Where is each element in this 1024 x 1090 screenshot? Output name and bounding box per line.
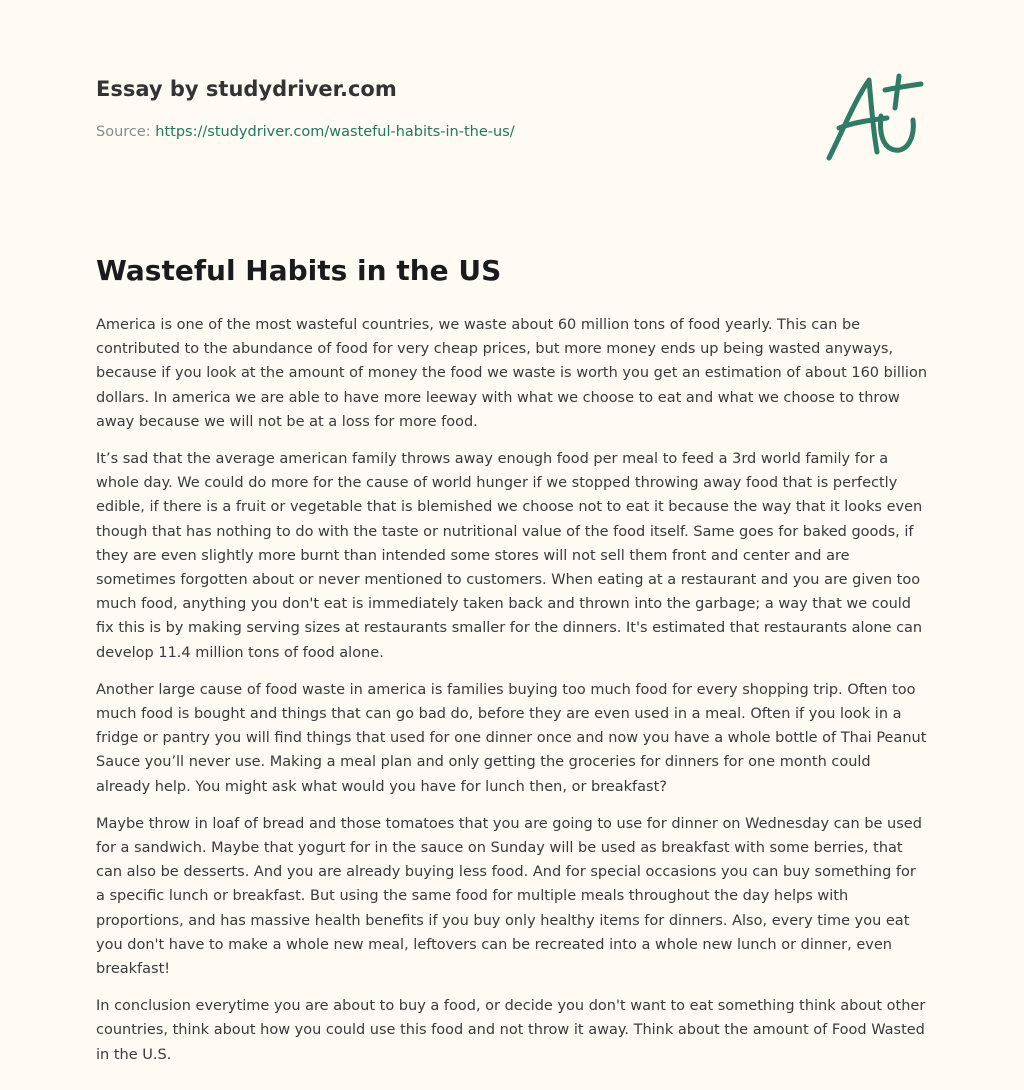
source-link[interactable]: https://studydriver.com/wasteful-habits-in-the-us/ xyxy=(155,124,515,140)
source-label: Source: xyxy=(96,124,156,140)
source-line xyxy=(96,124,515,140)
essay-body xyxy=(96,313,928,1080)
a-plus-logo-icon xyxy=(825,68,925,164)
paragraph: Maybe throw in loaf of bread and those tomatoes that you are going to use for dinner on Wednesday can be used for a sandwich. Maybe that yogurt for in the sauce on Sunday will be used as breakfast with some berries, that can also be desserts. And you are already buying less food. And for special occasions you can buy something for a specific lunch or breakfast. But using the same food for multiple meals throughout the day helps with proportions, and has massive health benefits if you buy only healthy items for dinners. Also, every time you eat you don't have to make a whole new meal, leftovers can be recreated into a whole new lunch or dinner, even breakfast! xyxy=(96,815,922,978)
paragraph: In conclusion everytime you are about to buy a food, or decide you don't want to eat something think about other countries, think about how you could use this food and not throw it away. Think about the amount of Food Wasted in the U.S. xyxy=(96,998,926,1063)
paragraph: America is one of the most wasteful countries, we waste about 60 million tons of food yearly. This can be contributed to the abundance of food for very cheap prices, but more money ends up being wasted anyways, because if you look at the amount of money the food we waste is worth you get an estimation of about 160 billion dollars. In america we are able to have more leeway with what we choose to eat and what we choose to throw away because we will not be at a loss for more food. xyxy=(96,317,928,430)
essay-title: Wasteful Habits in the US xyxy=(96,254,502,287)
paragraph: It’s sad that the average american family throws away enough food per meal to feed a 3rd world family for a whole day. We could do more for the cause of world hunger if we stopped throwing away food that is perfectly edible, if there is a fruit or vegetable that is blemished we choose not to eat it because the way that it looks even though that has nothing to do with the taste or nutritional value of the food itself. Same goes for baked goods, if they are even slightly more burnt than intended some stores will not sell them front and center and are sometimes forgotten about or never mentioned to customers. When eating at a restaurant and you are given too much food, anything you don't eat is immediately taken back and thrown into the garbage; a way that we could fix this is by making serving sizes at restaurants smaller for the dinners. It's estimated that restaurants alone can develop 11.4 million tons of food alone. xyxy=(96,451,923,661)
site-title: Essay by studydriver.com xyxy=(96,77,397,101)
paragraph: Another large cause of food waste in america is families buying too much food for every shopping trip. Often too much food is bought and things that can go bad do, before they are even used in a meal. Often if you look in a fridge or pantry you will find things that used for one dinner once and now you have a whole bottle of Thai Peanut Sauce you’ll never use. Making a meal plan and only getting the groceries for dinners for one month could already help. You might ask what would you have for lunch then, or breakfast? xyxy=(96,681,927,795)
